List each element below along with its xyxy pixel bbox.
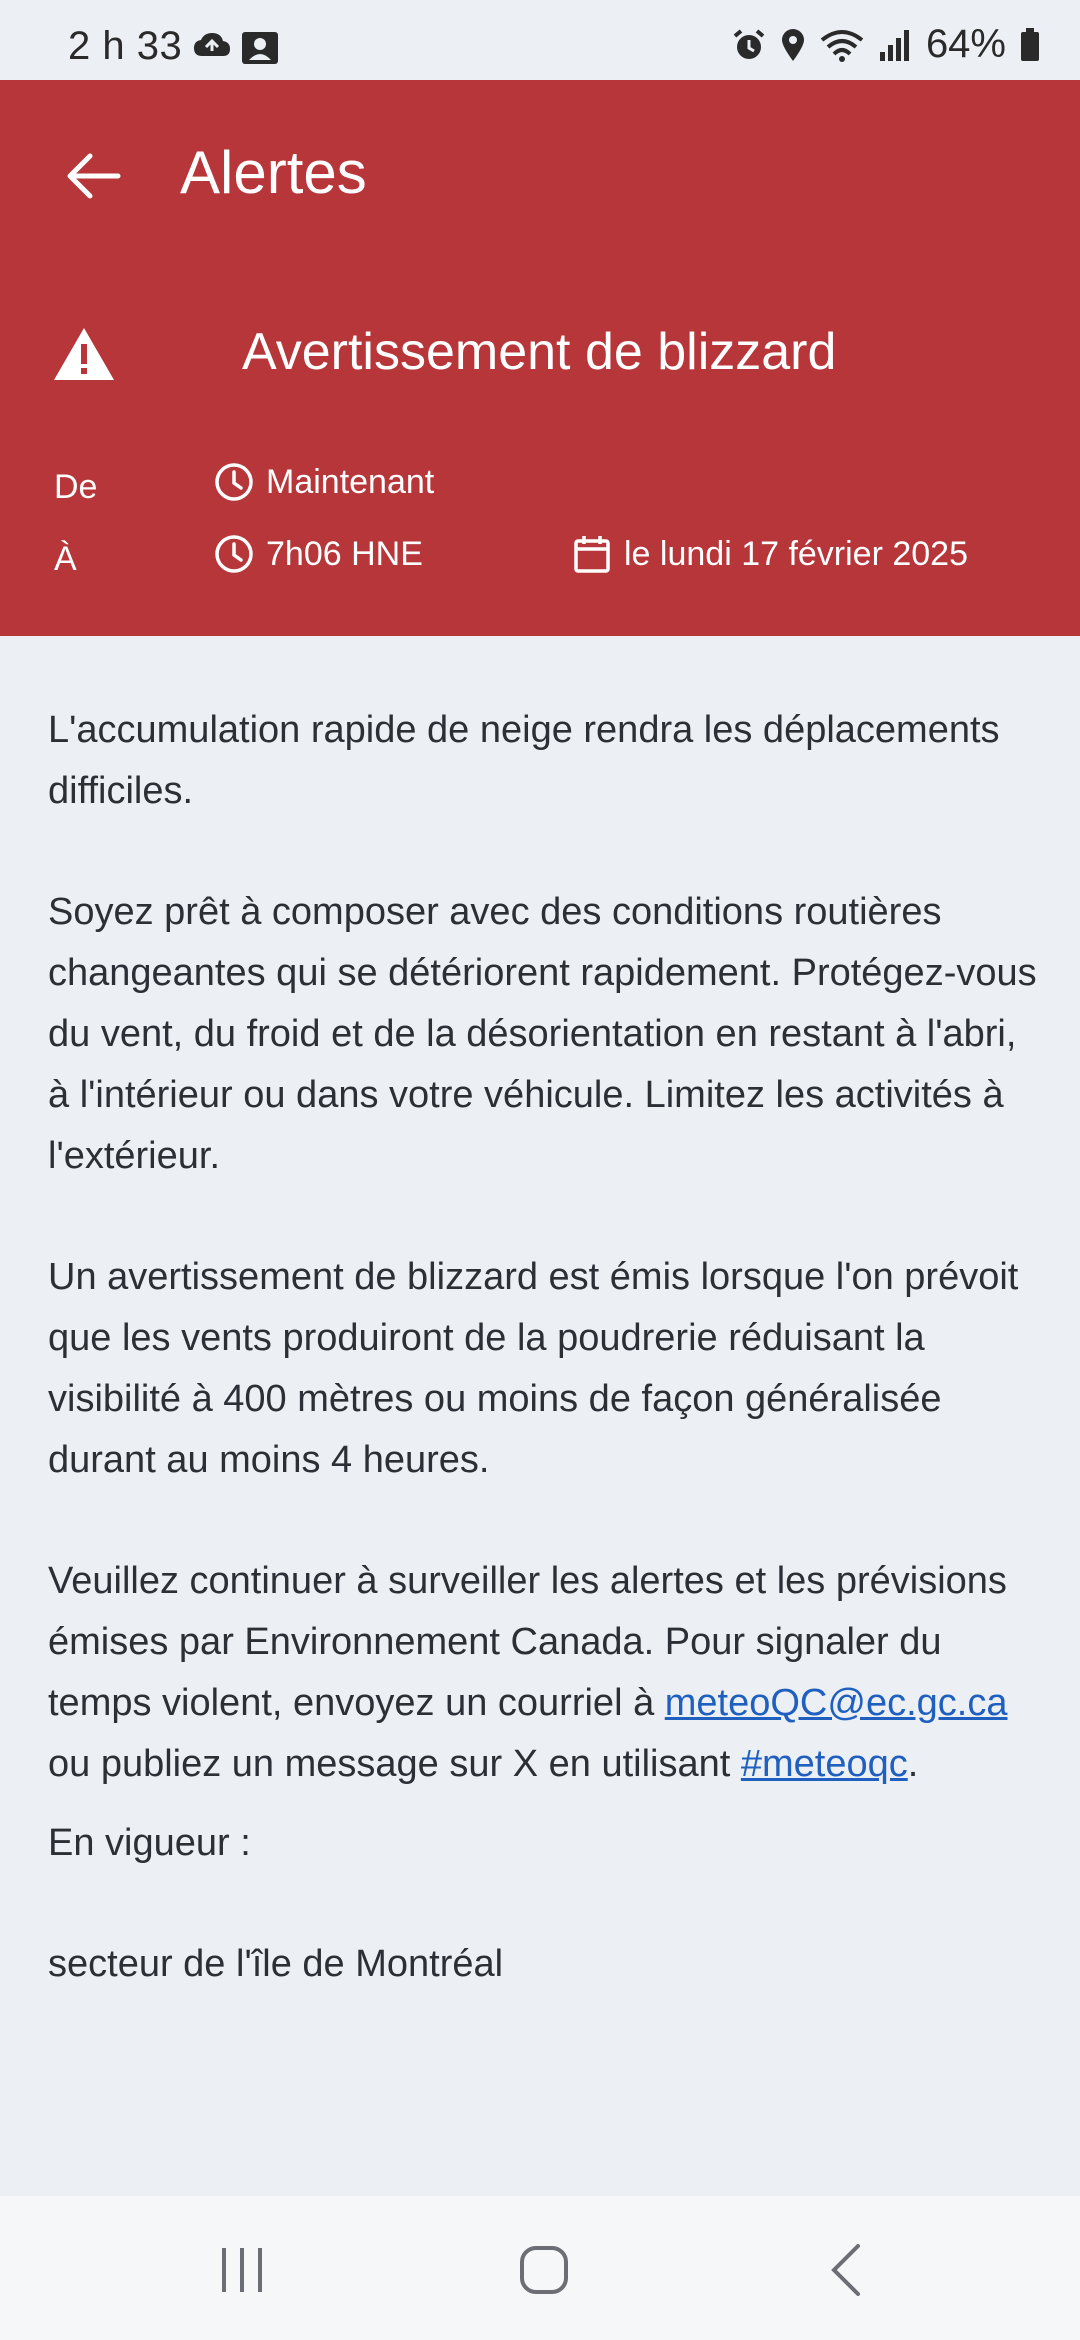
status-right <box>732 22 1040 67</box>
alert-description <box>48 700 1038 2055</box>
location-icon <box>780 28 806 62</box>
to-date-text: le lundi 17 février 2025 <box>624 534 969 573</box>
to-time-text: 7h06 HNE <box>266 534 423 573</box>
in-effect-area: secteur de l'île de Montréal <box>48 1943 504 1985</box>
paragraph-4-text-a: Veuillez continuer à surveiller les alertes et les prévisions émises par Environnement Canada. Pour signaler du temps violent, envoyez un courriel à <box>48 1560 1007 1724</box>
calendar-icon <box>572 534 612 574</box>
recent-apps-icon <box>212 2240 272 2300</box>
status-left-icons <box>192 30 280 66</box>
clock-icon <box>214 462 254 502</box>
home-button[interactable] <box>514 2240 574 2300</box>
status-bar <box>0 0 1080 80</box>
to-label: À <box>54 540 77 578</box>
page-title: Alertes <box>180 139 367 206</box>
email-link[interactable]: meteoQC@ec.gc.ca <box>664 1682 1008 1724</box>
system-back-button[interactable] <box>818 2240 878 2300</box>
contacts-icon <box>240 30 280 66</box>
back-icon <box>818 2240 878 2300</box>
from-time-text: Maintenant <box>266 462 435 501</box>
status-time: 2 h 33 <box>68 24 183 68</box>
paragraph-3: Un avertissement de blizzard est émis lorsque l'on prévoit que les vents produiront de la poudrerie réduisant la visibilité à 400 mètres ou moins de façon généralisée durant au moins 4 heures. <box>48 1256 1019 1481</box>
to-date <box>572 534 968 574</box>
battery-icon <box>1020 28 1040 62</box>
hashtag-link[interactable]: #meteoqc <box>740 1743 908 1785</box>
from-label: De <box>54 468 98 506</box>
signal-icon <box>878 28 912 62</box>
paragraph-1: L'accumulation rapide de neige rendra les déplacements difficiles. <box>48 709 1000 812</box>
battery-percent: 64% <box>925 22 1006 66</box>
alert-title: Avertissement de blizzard <box>242 323 837 381</box>
navigation-bar <box>0 2196 1080 2340</box>
alert-header <box>0 80 1080 636</box>
from-time <box>214 462 434 502</box>
back-button[interactable] <box>62 144 126 208</box>
paragraph-2: Soyez prêt à composer avec des conditions routières changeantes qui se détériorent rapidement. Protégez-vous du vent, du froid et de la désorientation en restant à l'abri, à l'intérieur ou dans votre véhicule. Limitez les activités à l'extérieur. <box>48 891 1037 1177</box>
recent-apps-button[interactable] <box>212 2240 272 2300</box>
in-effect-label: En vigueur : <box>48 1822 251 1864</box>
warning-icon <box>52 326 116 387</box>
alarm-icon <box>732 28 766 62</box>
paragraph-4 <box>48 1551 1038 1795</box>
cloud-sync-icon <box>192 30 232 60</box>
home-icon <box>514 2240 574 2300</box>
back-arrow-icon <box>62 144 126 208</box>
paragraph-4-text-b: ou publiez un message sur X en utilisant <box>48 1743 741 1785</box>
paragraph-4-text-c: . <box>907 1743 919 1785</box>
clock-icon <box>214 534 254 574</box>
wifi-icon <box>820 28 864 62</box>
to-time <box>214 534 423 574</box>
